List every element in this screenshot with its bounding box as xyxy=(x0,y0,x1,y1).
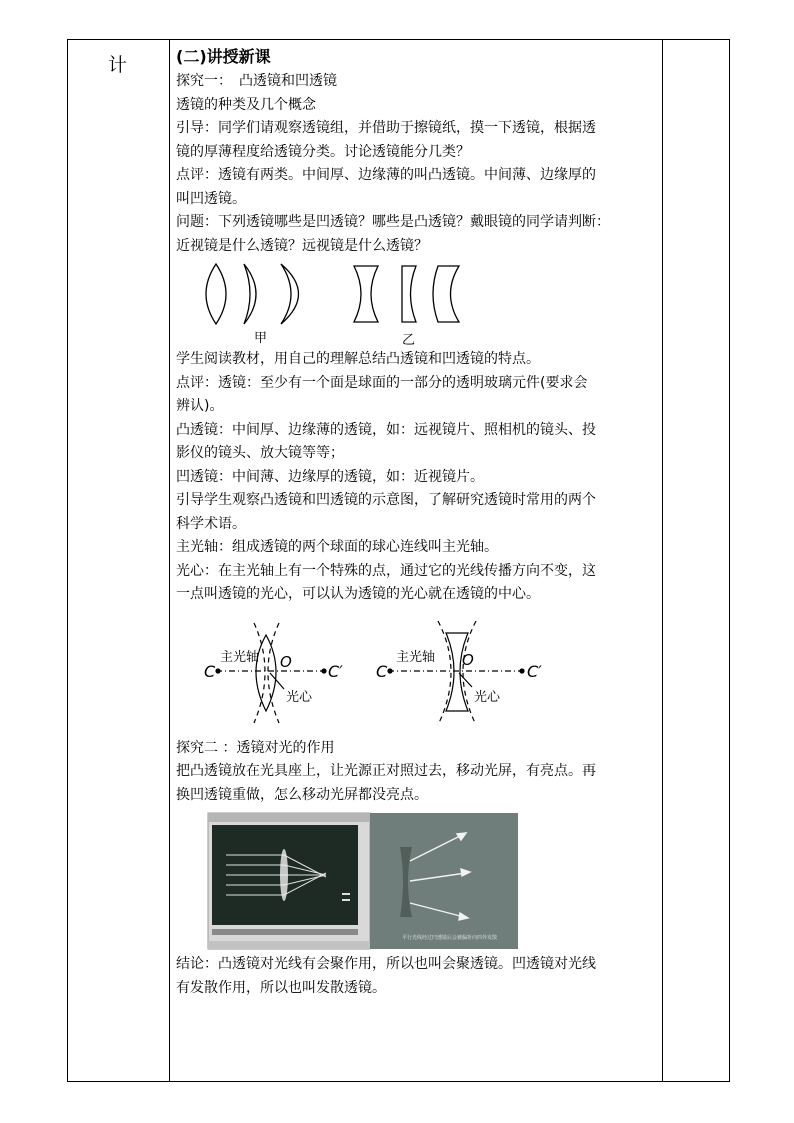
text-line: 有发散作用，所以也叫发散透镜。 xyxy=(176,979,386,996)
biconcave-lens-icon xyxy=(354,266,378,322)
label-c: C xyxy=(376,661,388,681)
text-line: 把凸透镜放在光具座上，让光源正对照过去，移动光屏，有亮点。再 xyxy=(176,763,596,779)
text-line: 探究一： 凸透镜和凹透镜 xyxy=(176,73,337,89)
text-line: 镜的厚薄程度给透镜分类。讨论透镜能分几类？ xyxy=(176,143,470,160)
concave-lens-icon xyxy=(446,633,468,711)
center-pointer xyxy=(270,673,284,689)
plano-convex-lens-icon xyxy=(244,264,256,324)
text-line: 换凹透镜重做，怎么移动光屏都没亮点。 xyxy=(176,786,428,803)
biconvex-lens-icon xyxy=(206,264,226,324)
experiment-screenshots xyxy=(176,807,656,953)
label-axis: 主光轴 xyxy=(220,649,260,665)
text-line: 辨认)。 xyxy=(176,398,224,414)
label-convex: 甲 xyxy=(254,331,268,346)
stage-label: 计 xyxy=(108,54,128,76)
text-line: 主光轴：组成透镜的两个球面的球心连线叫主光轴。 xyxy=(176,539,498,555)
text-line: 问题：下列透镜哪些是凹透镜？哪些是凸透镜？戴眼镜的同学请判断： xyxy=(176,214,610,230)
meniscus-convex-lens-icon xyxy=(281,264,299,324)
text-line: 凸透镜：中间厚、边缘薄的透镜，如：远视镜片、照相机的镜头、投 xyxy=(176,421,596,438)
meniscus-concave-lens-icon xyxy=(433,266,459,322)
text-line: 引导：同学们请观察透镜组，并借助于擦镜纸，摸一下透镜，根据透 xyxy=(176,120,596,136)
text-line: 科学术语。 xyxy=(176,515,246,532)
text-line: 学生阅读教材，用自己的理解总结凸透镜和凹透镜的特点。 xyxy=(176,351,540,367)
concave-lens-screenshot xyxy=(370,813,518,949)
label-o: O xyxy=(280,652,292,671)
text-line: 叫凹透镜。 xyxy=(176,190,246,207)
label-axis: 主光轴 xyxy=(396,649,436,665)
label-concave: 乙 xyxy=(402,333,416,348)
label-center: 光心 xyxy=(286,689,313,705)
lesson-content xyxy=(176,44,656,1000)
convex-sphere-arc-right xyxy=(268,623,279,723)
convex-lens-icon xyxy=(280,849,288,901)
column-divider-right xyxy=(662,39,663,1082)
text-line: 光心：在主光轴上有一个特殊的点，通过它的光线传播方向不变，这 xyxy=(176,562,596,579)
convex-lens-icon xyxy=(256,635,276,711)
text-line: 结论：凸透镜对光线有会聚作用，所以也叫会聚透镜。凹透镜对光线 xyxy=(176,956,596,972)
text-line: 近视镜是什么透镜？远视镜是什么透镜？ xyxy=(176,237,428,254)
label-center: 光心 xyxy=(474,689,501,705)
text-line: 探究二 ：透镜对光的作用 xyxy=(176,739,335,756)
screenshot-caption: 平行光线经过凹透镜后会被偏折向四外发散 xyxy=(402,935,498,941)
label-c-prime: C′ xyxy=(527,661,542,681)
text-line: 点评：透镜：至少有一个面是球面的一部分的透明玻璃元件(要求会 xyxy=(176,374,588,391)
label-c-prime: C′ xyxy=(328,661,343,681)
plano-concave-lens-icon xyxy=(402,266,416,322)
text-line: 影仪的镜头、放大镜等等； xyxy=(176,445,344,461)
optical-axis-figure xyxy=(176,607,656,737)
section-heading: (二)讲授新课 xyxy=(176,47,271,66)
text-line: 引导学生观察凸透镜和凹透镜的示意图，了解研究透镜时常用的两个 xyxy=(176,492,596,508)
label-c: C xyxy=(204,661,216,681)
text-line: 点评：透镜有两类。中间厚、边缘薄的叫凸透镜。中间薄、边缘厚的 xyxy=(176,167,596,183)
label-o: O xyxy=(462,650,474,669)
lens-types-figure xyxy=(176,258,656,348)
text-line: 一点叫透镜的光心，可以认为透镜的光心就在透镜的中心。 xyxy=(176,586,540,602)
text-line: 透镜的种类及几个概念 xyxy=(176,96,316,113)
column-divider-left xyxy=(169,39,170,1082)
text-line: 凹透镜：中间薄、边缘厚的透镜，如：近视镜片。 xyxy=(176,468,484,485)
